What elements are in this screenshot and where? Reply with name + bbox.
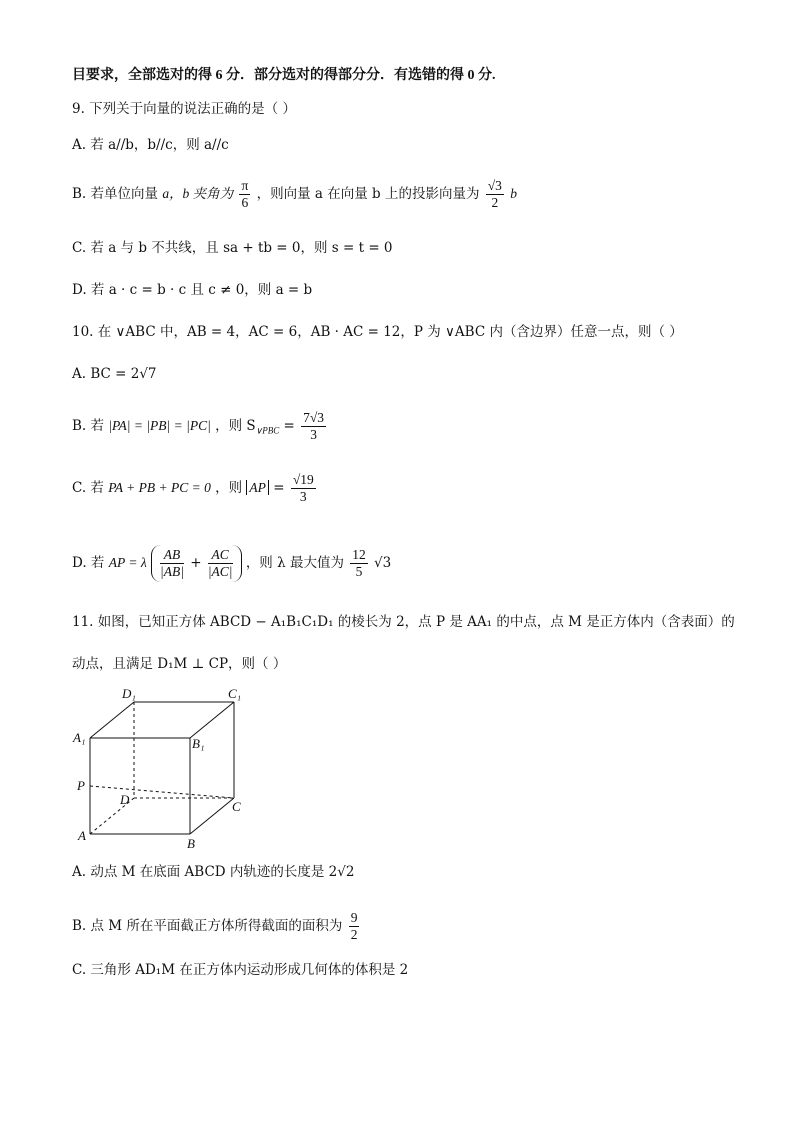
section-requirement: 目要求，全部选对的得 6 分．部分选对的得部分分．有选错的得 0 分. bbox=[72, 68, 496, 83]
q9-option-b bbox=[72, 178, 517, 211]
q10-stem: 10. 在 ∨ABC 中，AB = 4，AC = 6，AB · AC = 12，P 为 ∨ABC 内（含边界）任意一点，则（ ） bbox=[72, 324, 683, 340]
fraction-denominator: 3 bbox=[299, 489, 307, 504]
q11-option-a: A. 动点 M 在底面 ABCD 内轨迹的长度是 2√2 bbox=[72, 864, 355, 880]
fraction-denominator: 6 bbox=[241, 195, 249, 210]
fraction-numerator: AC bbox=[208, 547, 233, 564]
q10-d-plus: + bbox=[190, 555, 202, 571]
q10-option-a: A. BC = 2√7 bbox=[72, 366, 157, 382]
q10-option-b bbox=[72, 410, 328, 443]
q10-d-tail: √3 bbox=[374, 555, 392, 571]
label-b: B bbox=[187, 836, 195, 851]
q10-c-mid: ，则 bbox=[215, 480, 243, 496]
edge-b-c bbox=[190, 798, 234, 834]
q11-b-fraction bbox=[349, 910, 360, 943]
q10-option-c bbox=[72, 472, 318, 505]
q9-b-prefix: B. 若单位向量 bbox=[72, 186, 159, 202]
q9-option-c: C. 若 a 与 b 不共线，且 sa + tb = 0，则 s = t = 0 bbox=[72, 240, 393, 256]
q9-b-answer-fraction bbox=[486, 178, 504, 211]
fraction-denominator: 5 bbox=[355, 564, 363, 579]
q9-b-tail: b bbox=[510, 186, 517, 201]
q10-d-lhs: AP = λ bbox=[108, 555, 147, 570]
q11-stem-line2: 动点，且满足 D₁M ⊥ CP，则（ ） bbox=[72, 656, 287, 672]
q10-d-frac2 bbox=[208, 547, 233, 580]
q9-b-mid: a，b 夹角为 bbox=[162, 186, 234, 201]
fraction-numerator: 12 bbox=[352, 547, 366, 562]
q10-b-eq: = bbox=[279, 418, 295, 434]
label-c1: C₁ bbox=[228, 686, 242, 701]
fraction-numerator: 9 bbox=[350, 910, 358, 925]
fraction-denominator: |AC| bbox=[207, 564, 233, 579]
q9-b-mid2: ，则向量 a 在向量 b 上的投影向量为 bbox=[256, 186, 480, 202]
q10-d-mid: ，则 λ 最大值为 bbox=[245, 555, 344, 571]
fraction-denominator: |AB| bbox=[160, 564, 184, 579]
label-d: D bbox=[120, 792, 130, 807]
fraction-numerator: π bbox=[241, 178, 249, 193]
cube-figure bbox=[70, 686, 260, 856]
fraction-denominator: 2 bbox=[491, 195, 499, 210]
q10-c-abs: AP bbox=[246, 480, 269, 495]
fraction-numerator: AB bbox=[160, 547, 184, 564]
q11-stem-line1: 11. 如图，已知正方体 ABCD − A₁B₁C₁D₁ 的棱长为 2，点 P 是 AA₁ 的中点，点 M 是正方体内（含表面）的 bbox=[72, 614, 735, 630]
fraction-denominator: 2 bbox=[350, 927, 358, 942]
q10-d-answer-fraction bbox=[350, 547, 368, 580]
fraction-denominator: 3 bbox=[310, 427, 317, 442]
q11-option-c: C. 三角形 AD₁M 在正方体内运动形成几何体的体积是 2 bbox=[72, 962, 409, 978]
label-p: P bbox=[77, 778, 85, 793]
edge-b1-c1 bbox=[190, 702, 234, 738]
q9-option-a: A. 若 a//b，b//c，则 a//c bbox=[72, 137, 229, 153]
q10-b-mid: ，则 S bbox=[215, 418, 256, 434]
q10-b-fraction bbox=[301, 410, 326, 443]
q10-d-frac1 bbox=[160, 547, 184, 580]
fraction-numerator: √3 bbox=[487, 178, 502, 193]
q10-d-paren bbox=[151, 545, 242, 582]
q10-d-prefix: D. 若 bbox=[72, 555, 105, 571]
q10-option-d bbox=[72, 545, 391, 582]
q10-b-expr: |PA| = |PB| = |PC| bbox=[108, 418, 211, 433]
segment-p-c-hidden bbox=[90, 786, 234, 798]
q10-c-eq: = bbox=[268, 480, 285, 496]
label-a1: A₁ bbox=[73, 730, 86, 745]
fraction-numerator: √19 bbox=[292, 472, 314, 487]
label-b1: B₁ bbox=[192, 736, 205, 751]
q10-b-prefix: B. 若 bbox=[72, 418, 105, 434]
q10-b-subscript: ∨PBC bbox=[255, 425, 280, 436]
label-c: C bbox=[232, 799, 241, 814]
label-a: A bbox=[78, 828, 86, 843]
fraction-numerator: 7√3 bbox=[303, 410, 325, 425]
q10-c-expr: PA + PB + PC = 0 bbox=[108, 480, 211, 495]
q11-option-b bbox=[72, 910, 361, 943]
q9-option-d: D. 若 a · c = b · c 且 c ≠ 0，则 a = b bbox=[72, 282, 313, 298]
q9-stem: 9. 下列关于向量的说法正确的是（ ） bbox=[72, 101, 296, 117]
q9-b-angle-fraction bbox=[239, 178, 250, 211]
q10-c-fraction bbox=[291, 472, 316, 505]
q10-c-prefix: C. 若 bbox=[72, 480, 104, 496]
label-d1: D₁ bbox=[122, 686, 136, 701]
edge-a1-d1 bbox=[90, 702, 134, 738]
q11-b-prefix: B. 点 M 所在平面截正方体所得截面的面积为 bbox=[72, 918, 343, 934]
